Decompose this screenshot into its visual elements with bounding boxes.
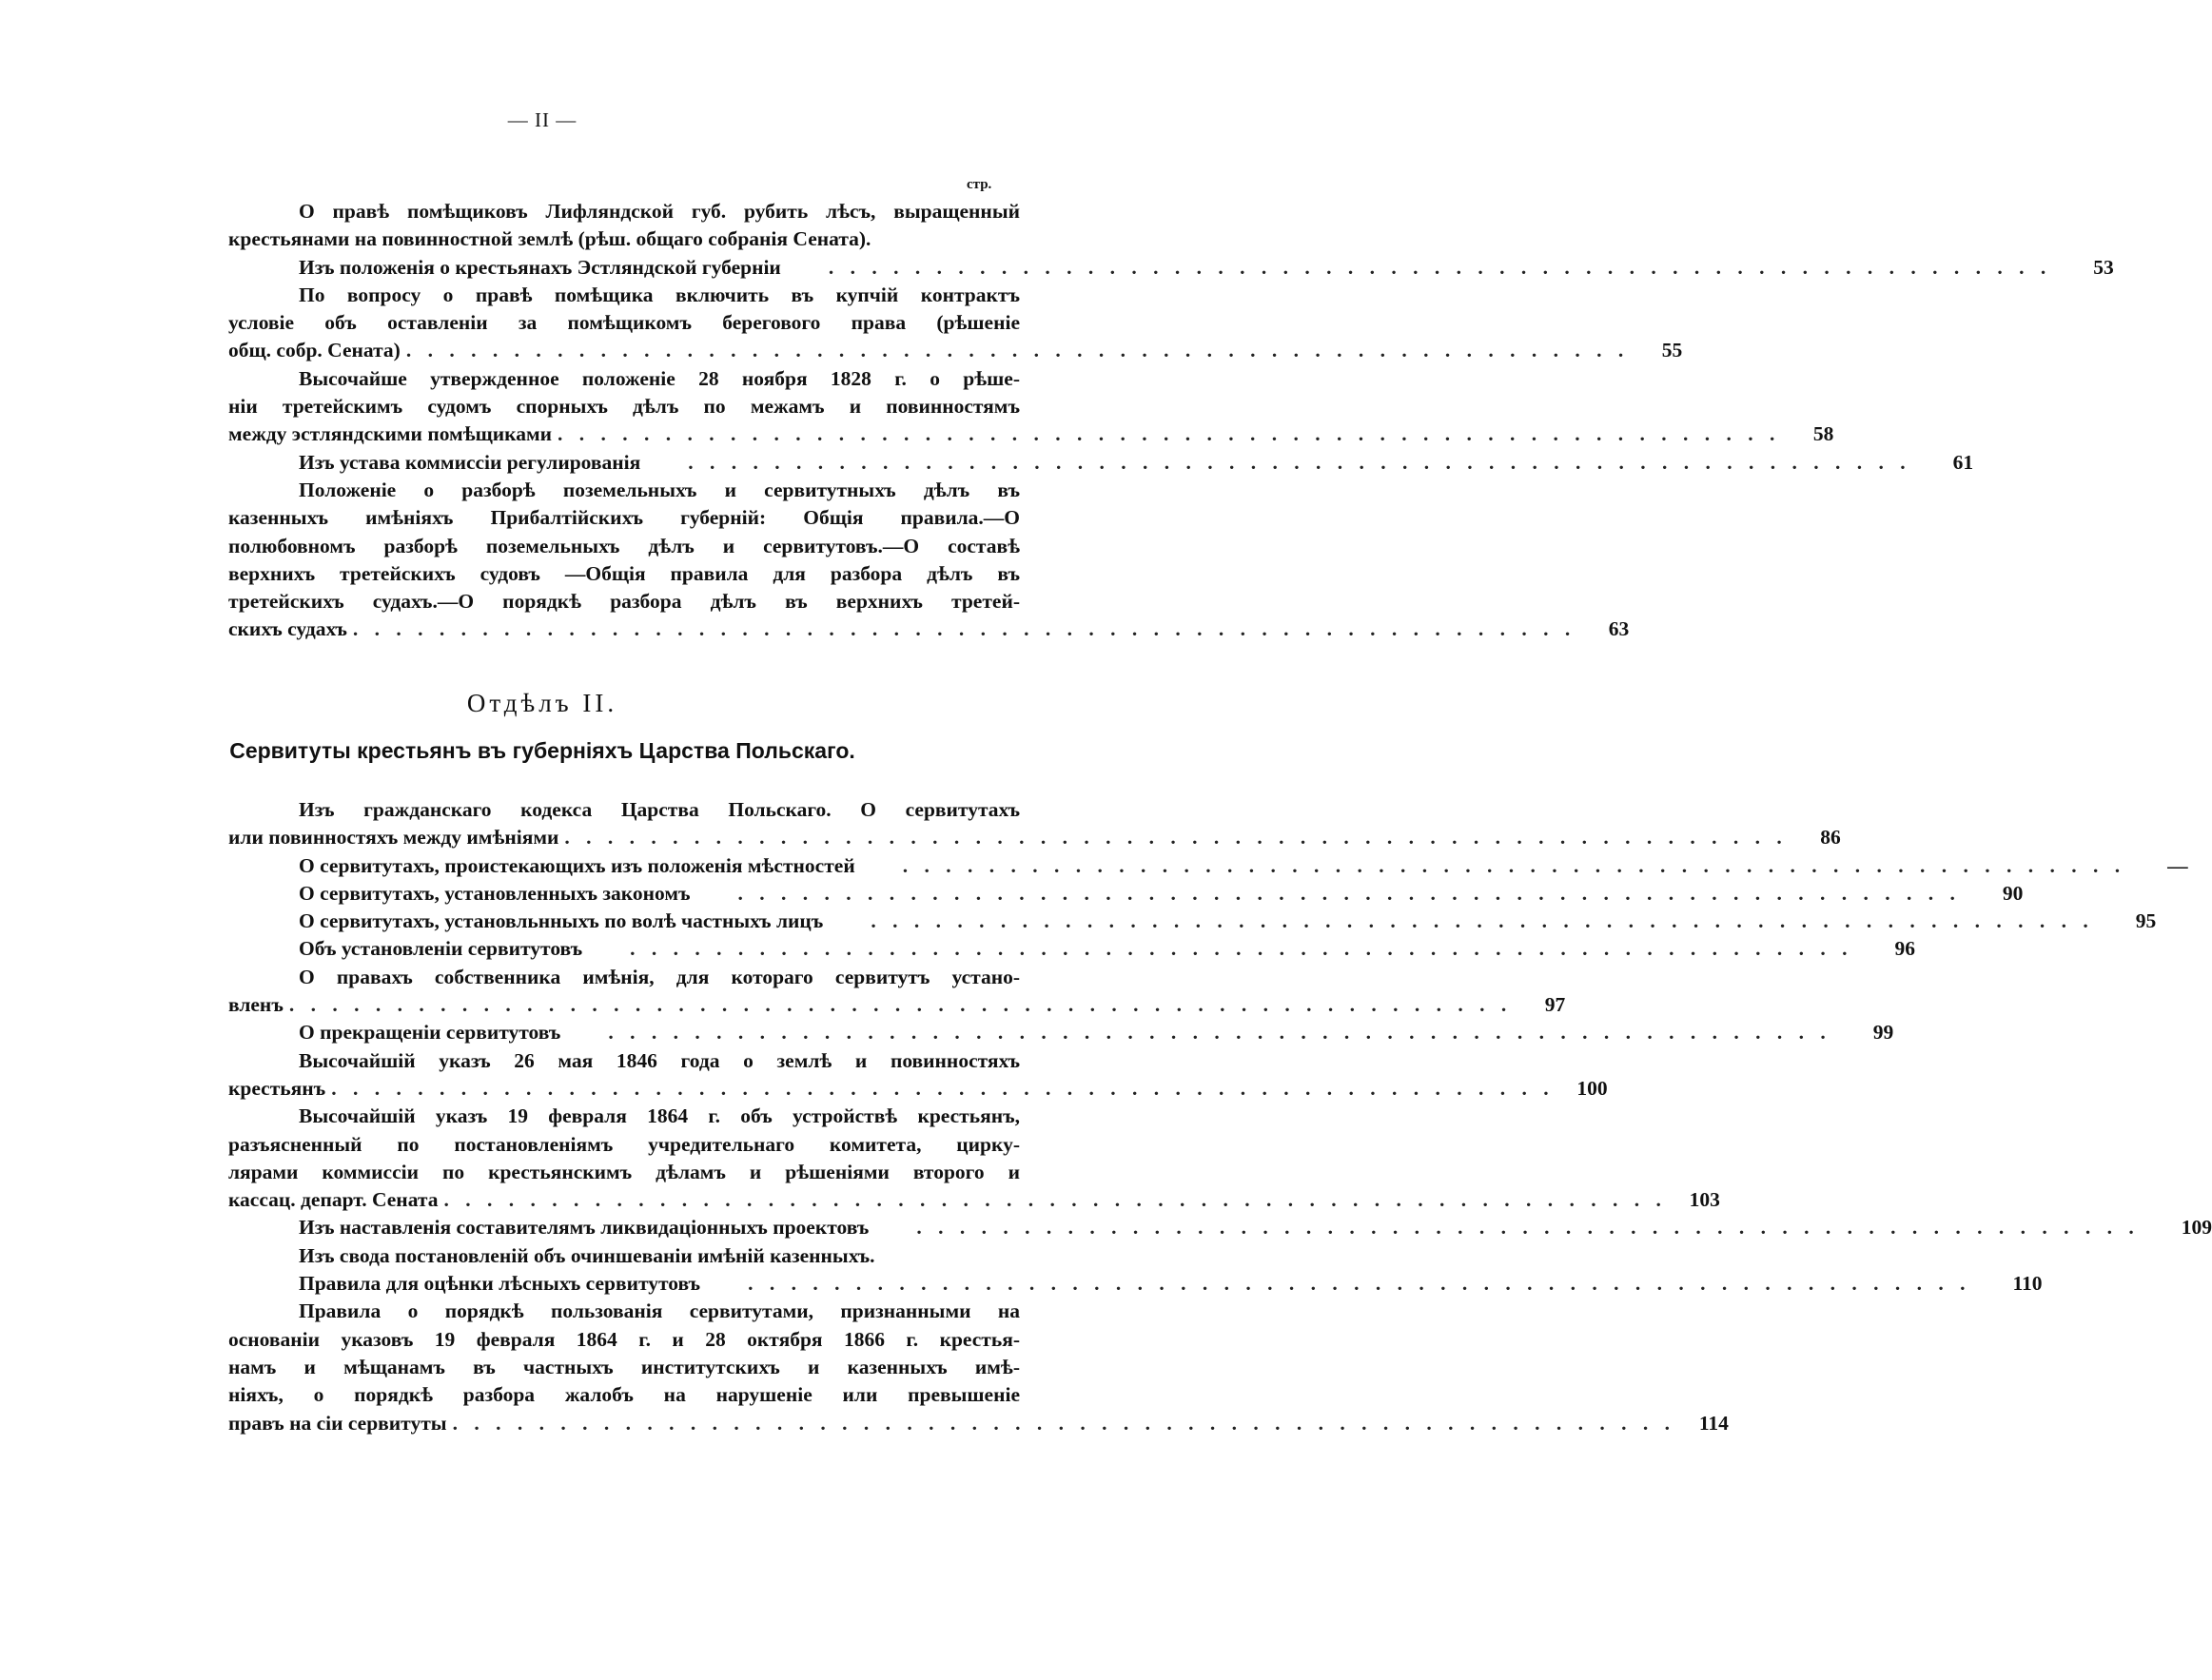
dot-leader: . . . . . . . . . . . . . . . . . . . . . . . . . . . . . . . . . . . . . . . . . . . . . . . . . . . . . . . . .	[630, 937, 1853, 961]
toc-entry	[228, 1298, 1729, 1436]
toc-entry-line	[228, 504, 1020, 532]
toc-entry-line	[228, 908, 2157, 935]
toc-entry-text: или повинностяхъ между имѣніями	[228, 826, 559, 850]
toc-entry-text: Правила для оцѣнки лѣсныхъ сервитутовъ	[299, 1272, 701, 1296]
toc-entry-line	[228, 198, 1020, 225]
toc-entry-line	[228, 365, 1020, 393]
toc-entry-line	[228, 1326, 1020, 1354]
toc-entry-text: ніи третейскимъ судомъ спорныхъ дѣлъ по межамъ и повинностямъ	[228, 395, 1020, 419]
toc-entry-text: Изъ свода постановленій объ очиншеваніи имѣній казенныхъ.	[299, 1243, 875, 1267]
toc-entry	[228, 796, 1841, 852]
toc-part-1	[228, 198, 2114, 644]
toc-entry-text: кассац. департ. Сената	[228, 1188, 439, 1212]
toc-page-number: 86	[1820, 826, 1841, 850]
toc-entry	[228, 282, 1683, 365]
toc-entry-line	[228, 615, 1630, 643]
dot-leader: . . . . . . . . . . . . . . . . . . . . . . . . . . . . . . . . . . . . . . . . . . . . . . . . . . . . . . . . .	[443, 1188, 1667, 1212]
toc-entry-line	[228, 337, 1683, 364]
toc-entry-text: общ. собр. Сената)	[228, 339, 401, 362]
toc-entry-text: Изъ положенія о крестьянахъ Эстляндской губерніи	[299, 255, 781, 279]
toc-entry-line	[228, 282, 1020, 309]
toc-entry-line	[228, 449, 1974, 477]
dot-leader: . . . . . . . . . . . . . . . . . . . . . . . . . . . . . . . . . . . . . . . . . . . . . . . . . . . . . . . . .	[608, 1021, 1831, 1045]
toc-page-number: 100	[1576, 1076, 1608, 1100]
toc-entry	[228, 449, 1974, 477]
toc-entry-text: верхнихъ третейскихъ судовъ —Общія правила для разбора дѣлъ въ	[228, 561, 1020, 585]
toc-entry-line	[228, 1075, 1608, 1103]
dot-leader: . . . . . . . . . . . . . . . . . . . . . . . . . . . . . . . . . . . . . . . . . . . . . . . . . . . . . . . . .	[688, 450, 1911, 474]
toc-entry-text: между эстляндскими помѣщиками	[228, 422, 552, 446]
toc-page-number: —	[2167, 853, 2188, 877]
toc-entry-line	[228, 935, 1916, 963]
dot-leader: . . . . . . . . . . . . . . . . . . . . . . . . . . . . . . . . . . . . . . . . . . . . . . . . . . . . . . . . .	[828, 255, 2052, 279]
toc-part-2	[228, 796, 2212, 1437]
toc-entry-line	[228, 533, 1020, 560]
toc-entry-text: вленъ	[228, 993, 284, 1017]
toc-entry	[228, 1019, 1894, 1046]
toc-entry-text: О правѣ помѣщиковъ Лифляндской губ. рубить лѣсъ, выращенный	[299, 200, 1020, 223]
toc-entry-line	[228, 880, 2024, 908]
toc-entry-line	[228, 420, 1834, 448]
dot-leader: . . . . . . . . . . . . . . . . . . . . . . . . . . . . . . . . . . . . . . . . . . . . . . . . . . . . . . . . .	[331, 1076, 1555, 1100]
toc-entry	[228, 1214, 2212, 1241]
toc-entry-text: Изъ наставленія составителямъ ликвидаціонныхъ проектовъ	[299, 1216, 870, 1240]
toc-entry-line	[228, 560, 1020, 588]
toc-entry-text: полюбовномъ разборѣ поземельныхъ дѣлъ и сервитутовъ.—О составѣ	[228, 534, 1020, 557]
toc-entry-text: Высочайше утвержденное положеніе 28 ноября 1828 г. о рѣше-	[299, 366, 1020, 390]
dot-leader: . . . . . . . . . . . . . . . . . . . . . . . . . . . . . . . . . . . . . . . . . . . . . . . . . . . . . . . . .	[737, 881, 1961, 905]
toc-entry-text: казенныхъ имѣніяхъ Прибалтійскихъ губерній: Общія правила.—О	[228, 506, 1020, 530]
toc-entry	[228, 880, 2024, 908]
toc-entry-text: Изъ устава коммиссіи регулированія	[299, 450, 641, 474]
dot-leader: . . . . . . . . . . . . . . . . . . . . . . . . . . . . . . . . . . . . . . . . . . . . . . . . . . . . . . . . .	[352, 617, 1576, 641]
toc-page-number: 103	[1689, 1188, 1720, 1212]
toc-page-number: 53	[2093, 255, 2114, 279]
toc-page-number: 95	[2135, 909, 2157, 933]
toc-entry-line	[228, 796, 1020, 824]
toc-entry-text: крестьянъ	[228, 1076, 326, 1100]
dot-leader: . . . . . . . . . . . . . . . . . . . . . . . . . . . . . . . . . . . . . . . . . . . . . . . . . . . . . . . . .	[871, 909, 2094, 933]
dot-leader: . . . . . . . . . . . . . . . . . . . . . . . . . . . . . . . . . . . . . . . . . . . . . . . . . . . . . . . . .	[916, 1216, 2140, 1240]
toc-entry-line	[228, 1270, 2043, 1298]
toc-entry-text: правъ на сіи сервитуты	[228, 1411, 447, 1435]
toc-entry-text: Положеніе о разборѣ поземельныхъ и сервитутныхъ дѣлъ въ	[299, 478, 1020, 501]
toc-entry-text: разъясненный по постановленіямъ учредительнаго комитета, цирку-	[228, 1132, 1020, 1156]
toc-entry	[228, 198, 1020, 254]
toc-entry-line	[228, 1242, 1020, 1270]
toc-entry-text: Изъ гражданскаго кодекса Царства Польскаго. О сервитутахъ	[299, 798, 1020, 821]
toc-entry-line	[228, 1298, 1020, 1325]
toc-entry-text: третейскихъ судахъ.—О порядкѣ разбора дѣлъ въ верхнихъ третей-	[228, 590, 1020, 614]
dot-leader: . . . . . . . . . . . . . . . . . . . . . . . . . . . . . . . . . . . . . . . . . . . . . . . . . . . . . . . . .	[564, 826, 1788, 850]
toc-entry-line	[228, 1019, 1894, 1046]
dot-leader: . . . . . . . . . . . . . . . . . . . . . . . . . . . . . . . . . . . . . . . . . . . . . . . . . . . . . . . . .	[288, 993, 1513, 1017]
toc-entry-text: О сервитутахъ, установльнныхъ по волѣ частныхъ лицъ	[299, 909, 824, 933]
toc-entry-line	[228, 1159, 1020, 1186]
toc-page-number: 110	[2012, 1272, 2043, 1296]
toc-entry-line	[228, 1131, 1020, 1159]
toc-entry-text: скихъ судахъ	[228, 617, 347, 641]
toc-entry-text: О правахъ собственника имѣнія, для котораго сервитутъ устано-	[299, 965, 1020, 988]
toc-entry-line	[228, 991, 1566, 1019]
toc-entry-text: Объ установленіи сервитутовъ	[299, 937, 583, 961]
toc-entry-line	[228, 1047, 1020, 1075]
dot-leader: . . . . . . . . . . . . . . . . . . . . . . . . . . . . . . . . . . . . . . . . . . . . . . . . . . . . . . . . .	[452, 1411, 1675, 1435]
toc-entry-text: О сервитутахъ, установленныхъ закономъ	[299, 881, 691, 905]
toc-entry-line	[228, 852, 2188, 880]
toc-entry-text: По вопросу о правѣ помѣщика включить въ купчій контрактъ	[299, 283, 1020, 306]
toc-entry-text: крестьянами на повинностной землѣ (рѣш. общаго собранія Сената).	[228, 227, 871, 251]
dot-leader: . . . . . . . . . . . . . . . . . . . . . . . . . . . . . . . . . . . . . . . . . . . . . . . . . . . . . . . . .	[557, 422, 1781, 446]
toc-entry-line	[228, 1103, 1020, 1130]
toc-entry-line	[228, 588, 1020, 615]
toc-page-number: 61	[1952, 450, 1974, 474]
toc-entry-line	[228, 309, 1020, 337]
dot-leader: . . . . . . . . . . . . . . . . . . . . . . . . . . . . . . . . . . . . . . . . . . . . . . . . . . . . . . . . .	[405, 339, 1630, 362]
toc-entry	[228, 1270, 2043, 1298]
toc-entry-text: О прекращеніи сервитутовъ	[299, 1021, 561, 1045]
toc-entry	[228, 908, 2157, 935]
toc-entry-text: Высочайшій указъ 26 мая 1846 года о землѣ и повинностяхъ	[299, 1048, 1020, 1072]
toc-entry-line	[228, 254, 2114, 282]
toc-entry-line	[228, 964, 1020, 991]
toc-entry	[228, 477, 1630, 644]
toc-entry	[228, 1242, 1020, 1270]
toc-page-number: 97	[1544, 993, 1566, 1017]
toc-entry-line	[228, 477, 1020, 504]
toc-entry	[228, 852, 2188, 880]
toc-page-number: 114	[1698, 1411, 1729, 1435]
toc-page-number: 63	[1608, 617, 1630, 641]
toc-entry-line	[228, 1354, 1020, 1381]
toc-page-number: 96	[1894, 937, 1916, 961]
toc-entry-text: Высочайшій указъ 19 февраля 1864 г. объ устройствѣ крестьянъ,	[299, 1104, 1020, 1128]
toc-entry	[228, 964, 1566, 1020]
toc-entry	[228, 1103, 1720, 1214]
toc-entry-text: основаніи указовъ 19 февраля 1864 г. и 28 октября 1866 г. крестья-	[228, 1327, 1020, 1351]
toc-entry	[228, 254, 2114, 282]
toc-entry	[228, 365, 1834, 449]
toc-entry-line	[228, 1186, 1720, 1214]
toc-page-number: 109	[2181, 1216, 2212, 1240]
toc-entry-line	[228, 824, 1841, 851]
toc-entry-line	[228, 225, 1020, 253]
toc-entry-text: ніяхъ, о порядкѣ разбора жалобъ на нарушеніе или превышеніе	[228, 1383, 1020, 1407]
toc-page-number: 99	[1872, 1021, 1894, 1045]
toc-entry-text: намъ и мѣщанамъ въ частныхъ институтскихъ и казенныхъ имѣ-	[228, 1355, 1020, 1378]
page-column-header: стр.	[967, 177, 992, 192]
toc-entry-line	[228, 1410, 1729, 1437]
toc-entry	[228, 935, 1916, 963]
toc-entry-text: лярами коммиссіи по крестьянскимъ дѣламъ и рѣшеніями второго и	[228, 1160, 1020, 1183]
toc-entry-text: условіе объ оставленіи за помѣщикомъ берегового права (рѣшеніе	[228, 311, 1020, 335]
dot-leader: . . . . . . . . . . . . . . . . . . . . . . . . . . . . . . . . . . . . . . . . . . . . . . . . . . . . . . . . .	[748, 1272, 1971, 1296]
toc-entry	[228, 1047, 1608, 1104]
toc-page-number: 58	[1812, 422, 1834, 446]
section-subtitle: Сервитуты крестьянъ въ губерніяхъ Царства Польскаго.	[229, 738, 855, 763]
toc-entry-text: О сервитутахъ, проистекающихъ изъ положенія мѣстностей	[299, 853, 855, 877]
toc-entry-text: Правила о порядкѣ пользованія сервитутами, признанными на	[299, 1299, 1020, 1323]
toc-entry-line	[228, 1381, 1020, 1409]
toc-page-number: 90	[2002, 881, 2024, 905]
page-number: — II —	[507, 108, 577, 131]
toc-entry-line	[228, 1214, 2212, 1241]
toc-entry-line	[228, 393, 1020, 420]
toc-page-number: 55	[1661, 339, 1683, 362]
dot-leader: . . . . . . . . . . . . . . . . . . . . . . . . . . . . . . . . . . . . . . . . . . . . . . . . . . . . . . . . .	[902, 853, 2126, 877]
section-title: Отдѣлъ II.	[466, 689, 618, 717]
